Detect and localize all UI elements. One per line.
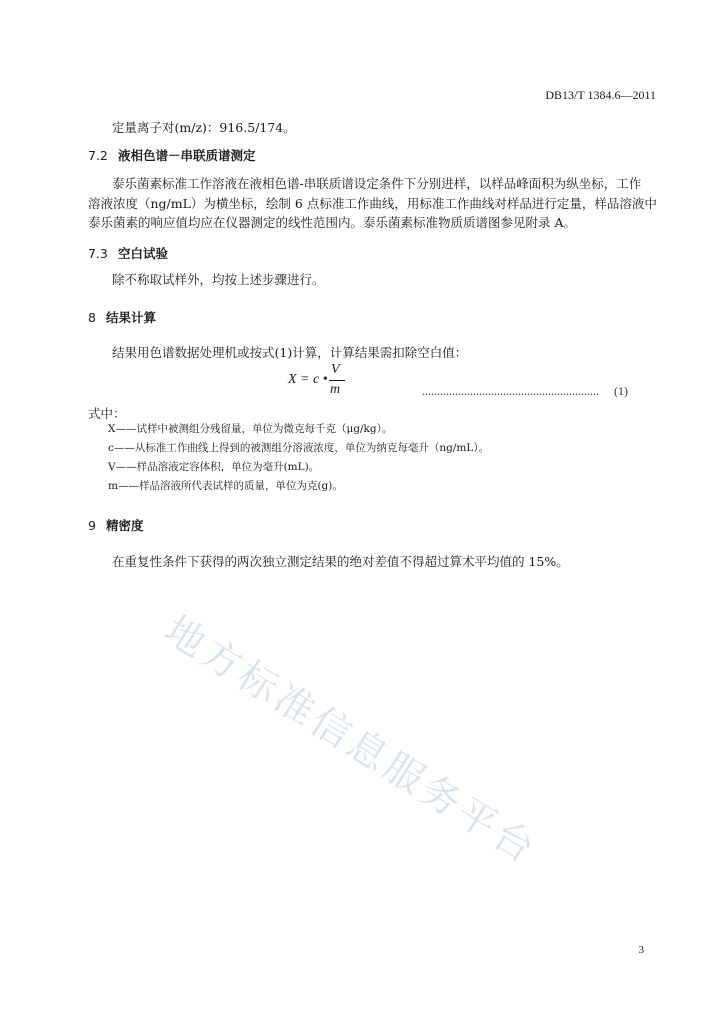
section-number: 7.2 xyxy=(88,148,108,163)
quantitation-ion-line: 定量离子对(m/z)：916.5/174。 xyxy=(112,120,296,135)
section-7-2-heading xyxy=(88,146,256,164)
variable-definition-v: V——样品溶液定容体积，单位为毫升(mL)。 xyxy=(108,461,320,473)
document-code: DB13/T 1384.6—2011 xyxy=(545,88,656,102)
section-number: 8 xyxy=(88,310,96,325)
fraction-bar xyxy=(329,380,345,381)
section-title: 空白试验 xyxy=(118,246,169,261)
section-7-3-heading xyxy=(88,244,168,262)
paragraph-line: 泰乐菌素标准工作溶液在液相色谱-串联质谱设定条件下分别进样，以样品峰面积为纵坐标，工作 xyxy=(112,176,642,191)
paragraph-line: 在重复性条件下获得的两次独立测定结果的绝对差值不得超过算术平均值的 15%。 xyxy=(112,554,569,569)
formula-leader-dots: ........................................................... xyxy=(422,384,599,398)
section-9-heading xyxy=(88,516,144,534)
paragraph-line: 除不称取试样外，均按上述步骤进行。 xyxy=(112,272,325,287)
watermark: 地方标准信息服务平台 xyxy=(156,607,545,874)
section-8-heading xyxy=(88,308,156,326)
section-title: 结果计算 xyxy=(106,310,157,325)
page-number: 3 xyxy=(638,944,644,956)
section-number: 7.3 xyxy=(88,246,108,261)
section-number: 9 xyxy=(88,518,96,533)
formula-denominator: m xyxy=(330,382,341,397)
variable-definition-m: m——样品溶液所代表试样的质量，单位为克(g)。 xyxy=(108,480,343,492)
formula-number: (1) xyxy=(614,384,628,398)
paragraph-line: 溶液浓度（ng/mL）为横坐标，绘制 6 点标准工作曲线，用标准工作曲线对样品进行定量，样品溶液中 xyxy=(88,196,657,211)
variable-definition-c: c——从标准工作曲线上得到的被测组分溶液浓度，单位为纳克每毫升（ng/mL）。 xyxy=(108,442,490,454)
paragraph-line: 结果用色谱数据处理机或按式(1)计算，计算结果需扣除空白值： xyxy=(112,345,468,360)
where-label: 式中： xyxy=(88,406,126,421)
section-title: 精密度 xyxy=(106,518,144,533)
paragraph-line: 泰乐菌素的响应值均应在仪器测定的线性范围内。泰乐菌素标准物质质谱图参见附录 A。 xyxy=(88,215,577,230)
formula-lhs: X = c • xyxy=(288,372,328,387)
formula-numerator: V xyxy=(331,362,340,377)
variable-definition-x: X——试样中被测组分残留量，单位为微克每千克（μg/kg）。 xyxy=(108,423,393,435)
section-title: 液相色谱－串联质谱测定 xyxy=(118,148,256,163)
